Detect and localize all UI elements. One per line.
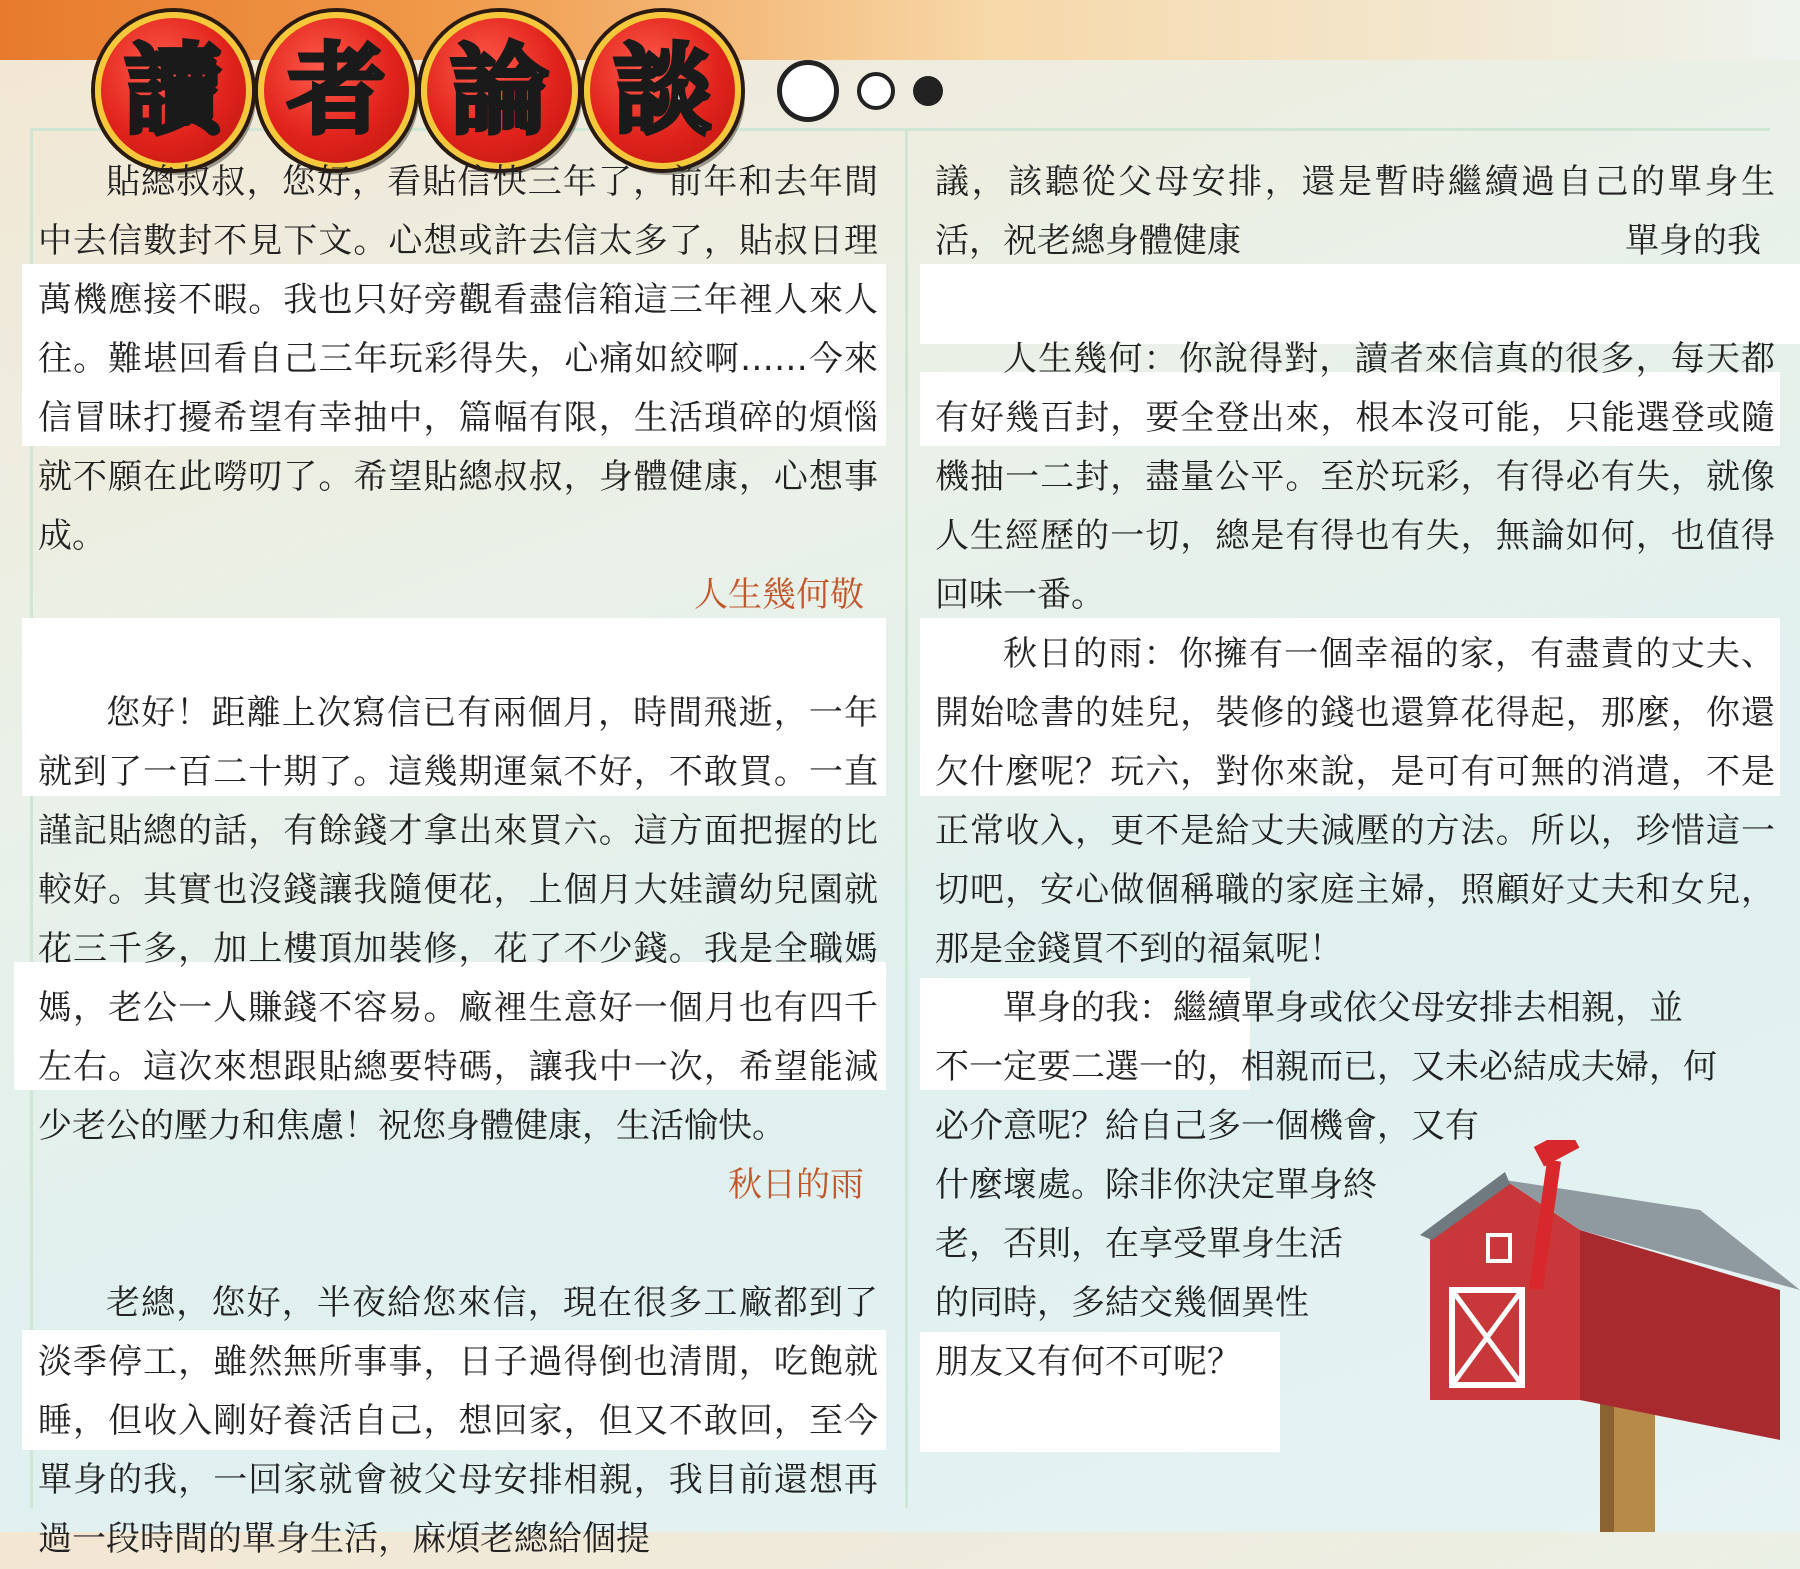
title-badge	[95, 12, 252, 169]
reply-3-line: 老，否則，在享受單身生活	[935, 1224, 1343, 1264]
letter-1-signature: 人生幾何敬	[694, 575, 864, 615]
reply-1-text: 人生幾何：你說得對，讀者來信真的很多，每天都有好幾百封，要全登出來，根本沒可能，只能選登或隨機抽一二封，盡量公平。至於玩彩，有得必有失，就像人生經歷的一切，總是有得也有失，無論如何，也值得回味一番。	[935, 339, 1775, 615]
letter-3-signature: 單身的我	[1625, 221, 1761, 261]
circle-icon	[777, 60, 839, 122]
title-char: 者	[287, 33, 386, 148]
reply-2-text: 秋日的雨：你擁有一個幸福的家，有盡責的丈夫、開始唸書的娃兒，裝修的錢也還算花得起，那麼，你還欠什麼呢？玩六，對你來說，是可有可無的消遣，不是正常收入，更不是給丈夫減壓的方法。所以，珍惜這一切吧，安心做個稱職的家庭主婦，照顧好丈夫和女兒，那是金錢買不到的福氣呢！	[935, 634, 1775, 969]
letter-2-signature: 秋日的雨	[728, 1165, 864, 1205]
circle-icon	[857, 72, 895, 110]
reply-3-line: 不一定要二選一的，相親而已，又未必結成夫婦，何	[935, 1047, 1717, 1087]
letter-3-text: 老總，您好，半夜給您來信，現在很多工廠都到了淡季停工，雖然無所事事，日子過得倒也清閒，吃飽就睡，但收入剛好養活自己，想回家，但又不敢回，至今單身的我，一回家就會被父母安排相親，我目前還想再過一段時間的單身生活，麻煩老總給個提	[38, 1283, 878, 1559]
title-char: 談	[613, 33, 712, 148]
title-badge	[421, 12, 578, 169]
mailbox-illustration	[1410, 1140, 1800, 1532]
dot-icon	[913, 76, 943, 106]
letter-3-continued-text: 議，該聽從父母安排，還是暫時繼續過自己的單身生活，祝老總身體健康	[935, 162, 1775, 261]
reply-3-line: 的同時，多結交幾個異性	[935, 1283, 1309, 1323]
reply-3-line: 單身的我：繼續單身或依父母安排去相親，並	[1003, 988, 1683, 1028]
letter-1-text: 貼總叔叔，您好，看貼信快三年了，前年和去年間中去信數封不見下文。心想或許去信太多了，貼叔日理萬機應接不暇。我也只好旁觀看盡信箱這三年裡人來人往。難堪回看自己三年玩彩得失，心痛如絞啊……今來信冒昧打擾希望有幸抽中，篇幅有限，生活瑣碎的煩惱就不願在此嘮叨了。希望貼總叔叔，身體健康，心想事成。	[38, 162, 878, 556]
title-badge	[584, 12, 741, 169]
letter-2-text: 您好！距離上次寫信已有兩個月，時間飛逝，一年就到了一百二十期了。這幾期運氣不好，不敢買。一直謹記貼總的話，有餘錢才拿出來買六。這方面把握的比較好。其實也沒錢讓我隨便花，上個月大娃讀幼兒園就花三千多，加上樓頂加裝修，花了不少錢。我是全職媽媽，老公一人賺錢不容易。廠裡生意好一個月也有四千左右。這次來想跟貼總要特碼，讓我中一次，希望能減少老公的壓力和焦慮！祝您身體健康，生活愉快。	[38, 693, 878, 1146]
reply-3-line: 必介意呢？給自己多一個機會，又有	[935, 1106, 1479, 1146]
title-char: 論	[450, 33, 549, 148]
decorative-line	[905, 128, 908, 1508]
mailbox-post-shade	[1600, 1390, 1614, 1532]
reply-3-line: 什麼壞處。除非你決定單身終	[935, 1165, 1377, 1205]
title-char: 讀	[124, 33, 223, 148]
left-column	[38, 153, 878, 1569]
reply-3-line: 朋友又有何不可呢？	[935, 1342, 1241, 1382]
page-header	[95, 12, 943, 169]
decorative-dots	[777, 60, 943, 122]
title-badge	[258, 12, 415, 169]
